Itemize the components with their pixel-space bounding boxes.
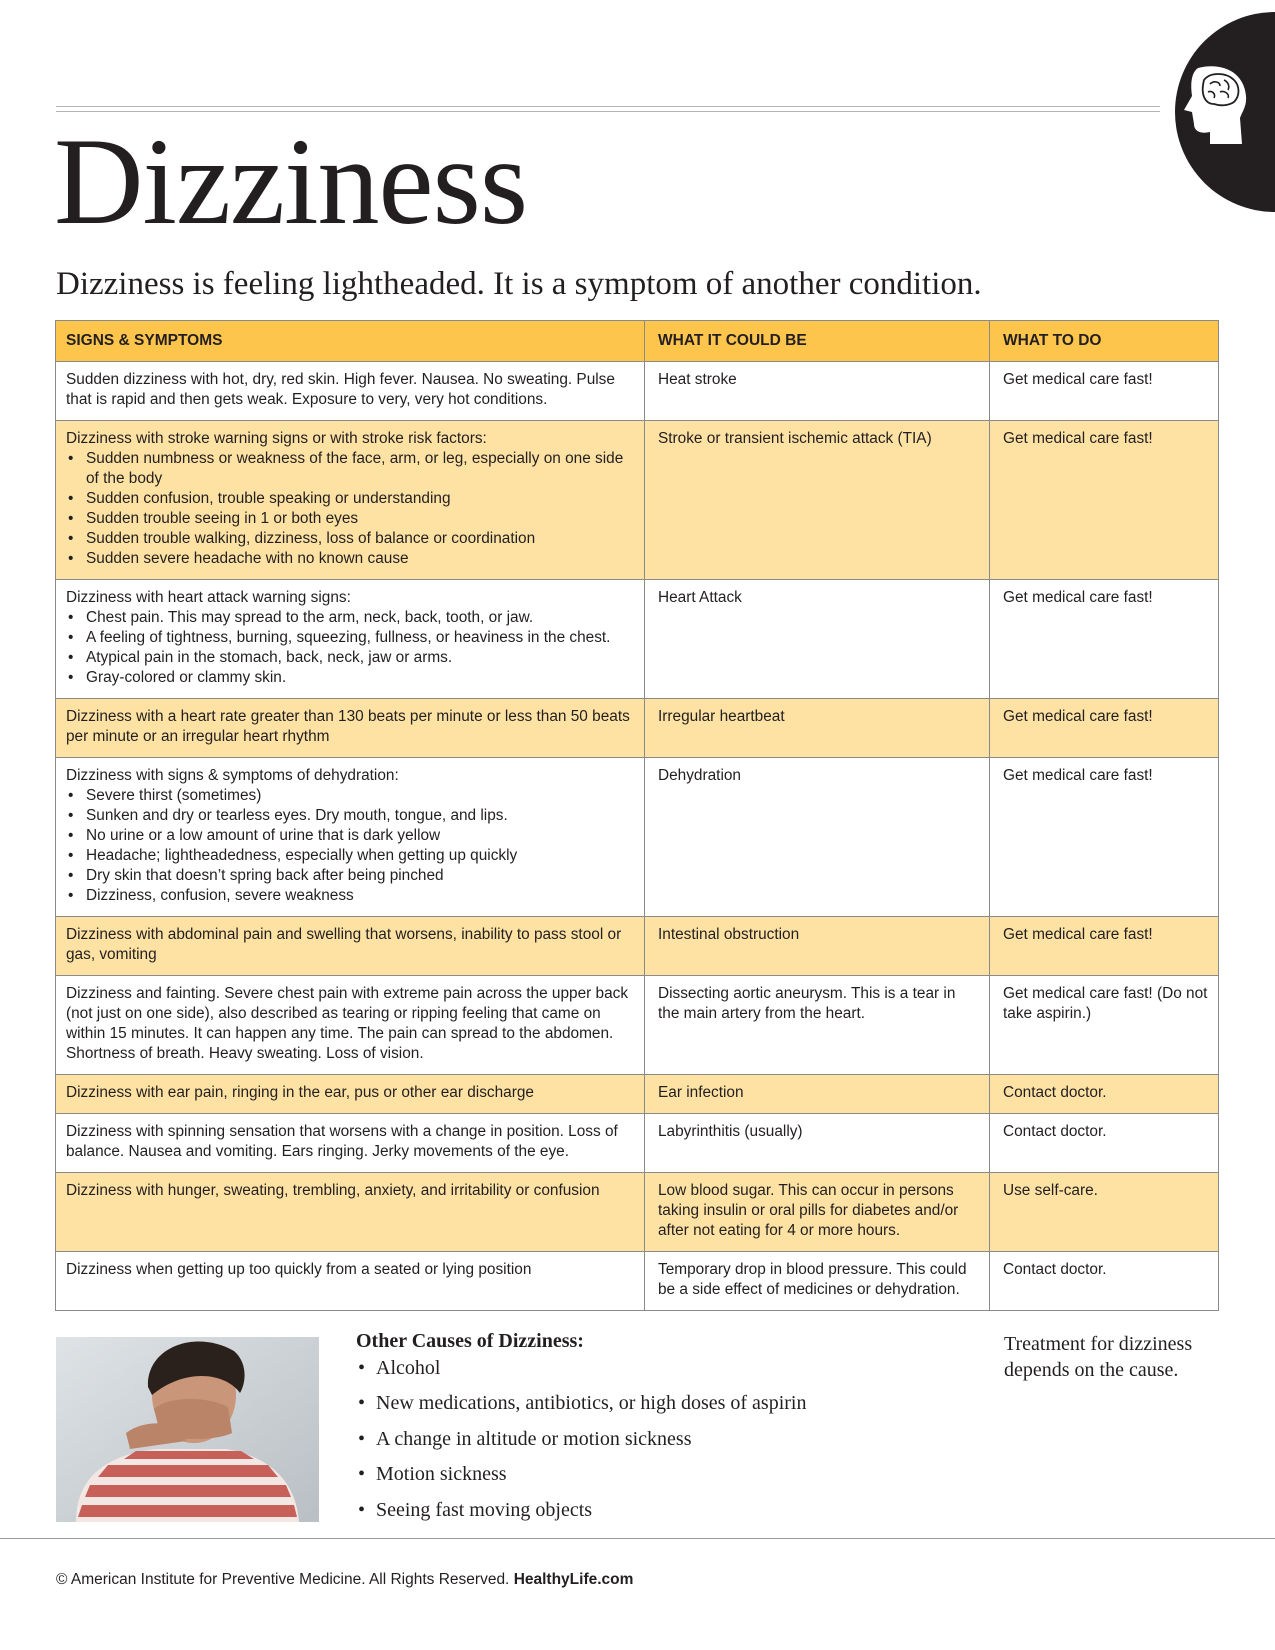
other-causes-title: Other Causes of Dizziness:: [356, 1330, 584, 1352]
cause-cell: Irregular heartbeat: [645, 699, 990, 758]
page-subtitle: Dizziness is feeling lightheaded. It is a symptom of another condition.: [56, 266, 982, 302]
other-cause-item: • Alcohol: [376, 1355, 806, 1390]
table-row: [56, 421, 1219, 580]
action-cell: Contact doctor.: [990, 1075, 1219, 1114]
table-body: [56, 362, 1219, 1311]
table-row: [56, 580, 1219, 699]
header-signs-symptoms: SIGNS & SYMPTOMS: [56, 321, 645, 362]
signs-bullet-item: • Chest pain. This may spread to the arm, neck, back, tooth, or jaw.: [86, 608, 634, 628]
action-cell: Get medical care fast!: [990, 699, 1219, 758]
cause-cell: Intestinal obstruction: [645, 917, 990, 976]
signs-bullet-item: • Sudden trouble walking, dizziness, loss of balance or coordination: [86, 529, 634, 549]
cause-cell: Dehydration: [645, 758, 990, 917]
cause-cell: Heart Attack: [645, 580, 990, 699]
other-causes-list: [356, 1355, 806, 1532]
action-cell: Get medical care fast!: [990, 421, 1219, 580]
signs-cell: [56, 1173, 645, 1252]
treatment-note: Treatment for dizziness depends on the cause.: [1004, 1333, 1193, 1381]
table-row: [56, 1114, 1219, 1173]
cause-cell: Temporary drop in blood pressure. This could be a side effect of medicines or dehydration.: [645, 1252, 990, 1311]
signs-text: Dizziness when getting up too quickly from a seated or lying position: [66, 1261, 532, 1278]
signs-bullet-item: • Sudden confusion, trouble speaking or understanding: [86, 489, 634, 509]
action-cell: Get medical care fast! (Do not take aspirin.): [990, 976, 1219, 1075]
footer-site-link[interactable]: HealthyLife.com: [513, 1571, 634, 1588]
action-cell: Contact doctor.: [990, 1252, 1219, 1311]
signs-bullet-list: [66, 608, 634, 688]
footer-copyright: © American Institute for Preventive Medicine. All Rights Reserved.: [56, 1571, 510, 1588]
signs-text: Dizziness with hunger, sweating, trembling, anxiety, and irritability or confusion: [66, 1182, 600, 1199]
signs-bullet-item: • No urine or a low amount of urine that is dark yellow: [86, 826, 634, 846]
symptoms-table: [55, 320, 1219, 1311]
signs-text: Dizziness with ear pain, ringing in the ear, pus or other ear discharge: [66, 1084, 534, 1101]
signs-text: Dizziness with heart attack warning signs:: [66, 589, 351, 606]
signs-text: Dizziness and fainting. Severe chest pain with extreme pain across the upper back (not just on one side), also described as tearing or ripping feeling that came on within 15 minutes. It can happen any time. The pain can spread to the abdomen. Shortness of breath. Heavy sweating. Loss of vision.: [66, 985, 629, 1062]
signs-text: Dizziness with abdominal pain and swelling that worsens, inability to pass stool or gas, vomiting: [66, 926, 622, 963]
top-rule-secondary: [56, 111, 1160, 112]
signs-cell: [56, 699, 645, 758]
action-cell: Use self-care.: [990, 1173, 1219, 1252]
table-row: [56, 1075, 1219, 1114]
signs-bullet-list: [66, 786, 634, 906]
signs-cell: [56, 1075, 645, 1114]
action-cell: Get medical care fast!: [990, 362, 1219, 421]
signs-cell: [56, 1114, 645, 1173]
action-cell: Get medical care fast!: [990, 917, 1219, 976]
signs-bullet-item: • Sunken and dry or tearless eyes. Dry mouth, tongue, and lips.: [86, 806, 634, 826]
action-cell: Get medical care fast!: [990, 758, 1219, 917]
cause-cell: Labyrinthitis (usually): [645, 1114, 990, 1173]
other-cause-item: • A change in altitude or motion sickness: [376, 1426, 806, 1461]
table-row: [56, 1173, 1219, 1252]
brain-head-icon: [1180, 66, 1272, 144]
signs-bullet-item: • Headache; lightheadedness, especially when getting up quickly: [86, 846, 634, 866]
signs-bullet-list: [66, 449, 634, 569]
table-row: [56, 362, 1219, 421]
table-row: [56, 699, 1219, 758]
footer: [56, 1571, 633, 1589]
signs-bullet-item: • Severe thirst (sometimes): [86, 786, 634, 806]
page-title: Dizziness: [54, 113, 528, 250]
other-cause-item: • New medications, antibiotics, or high doses of aspirin: [376, 1390, 806, 1425]
table-row: [56, 758, 1219, 917]
signs-bullet-item: • Dizziness, confusion, severe weakness: [86, 886, 634, 906]
signs-bullet-item: • Sudden numbness or weakness of the face, arm, or leg, especially on one side of the body: [86, 449, 634, 489]
footer-rule: [0, 1538, 1275, 1539]
signs-cell: [56, 421, 645, 580]
signs-cell: [56, 362, 645, 421]
signs-text: Dizziness with stroke warning signs or with stroke risk factors:: [66, 430, 487, 447]
signs-bullet-item: • Sudden severe headache with no known cause: [86, 549, 634, 569]
signs-text: Sudden dizziness with hot, dry, red skin. High fever. Nausea. No sweating. Pulse that is rapid and then gets weak. Exposure to very, very hot conditions.: [66, 371, 615, 408]
signs-cell: [56, 580, 645, 699]
person-holding-head-photo: [56, 1337, 319, 1522]
signs-bullet-item: • A feeling of tightness, burning, squeezing, fullness, or heaviness in the chest.: [86, 628, 634, 648]
photo-illustration: [56, 1337, 319, 1522]
action-cell: Contact doctor.: [990, 1114, 1219, 1173]
cause-cell: Dissecting aortic aneurysm. This is a tear in the main artery from the heart.: [645, 976, 990, 1075]
table-row: [56, 976, 1219, 1075]
signs-text: Dizziness with signs & symptoms of dehydration:: [66, 767, 399, 784]
signs-bullet-item: • Sudden trouble seeing in 1 or both eyes: [86, 509, 634, 529]
signs-bullet-item: • Gray-colored or clammy skin.: [86, 668, 634, 688]
signs-cell: [56, 1252, 645, 1311]
top-rule: [56, 106, 1160, 107]
signs-text: Dizziness with a heart rate greater than 130 beats per minute or less than 50 beats per minute or an irregular heart rhythm: [66, 708, 630, 745]
signs-text: Dizziness with spinning sensation that worsens with a change in position. Loss of balance. Nausea and vomiting. Ears ringing. Jerky movements of the eye.: [66, 1123, 618, 1160]
table-header-row: [56, 321, 1219, 362]
cause-cell: Heat stroke: [645, 362, 990, 421]
signs-cell: [56, 976, 645, 1075]
signs-bullet-item: • Dry skin that doesn’t spring back after being pinched: [86, 866, 634, 886]
table-row: [56, 917, 1219, 976]
cause-cell: Low blood sugar. This can occur in persons taking insulin or oral pills for diabetes and/or after not eating for 4 or more hours.: [645, 1173, 990, 1252]
signs-cell: [56, 917, 645, 976]
signs-bullet-item: • Atypical pain in the stomach, back, neck, jaw or arms.: [86, 648, 634, 668]
other-cause-item: • Seeing fast moving objects: [376, 1497, 806, 1532]
header-what-it-could-be: WHAT IT COULD BE: [645, 321, 990, 362]
signs-cell: [56, 758, 645, 917]
header-what-to-do: WHAT TO DO: [990, 321, 1219, 362]
cause-cell: Stroke or transient ischemic attack (TIA): [645, 421, 990, 580]
other-cause-item: • Motion sickness: [376, 1461, 806, 1496]
action-cell: Get medical care fast!: [990, 580, 1219, 699]
table-row: [56, 1252, 1219, 1311]
cause-cell: Ear infection: [645, 1075, 990, 1114]
